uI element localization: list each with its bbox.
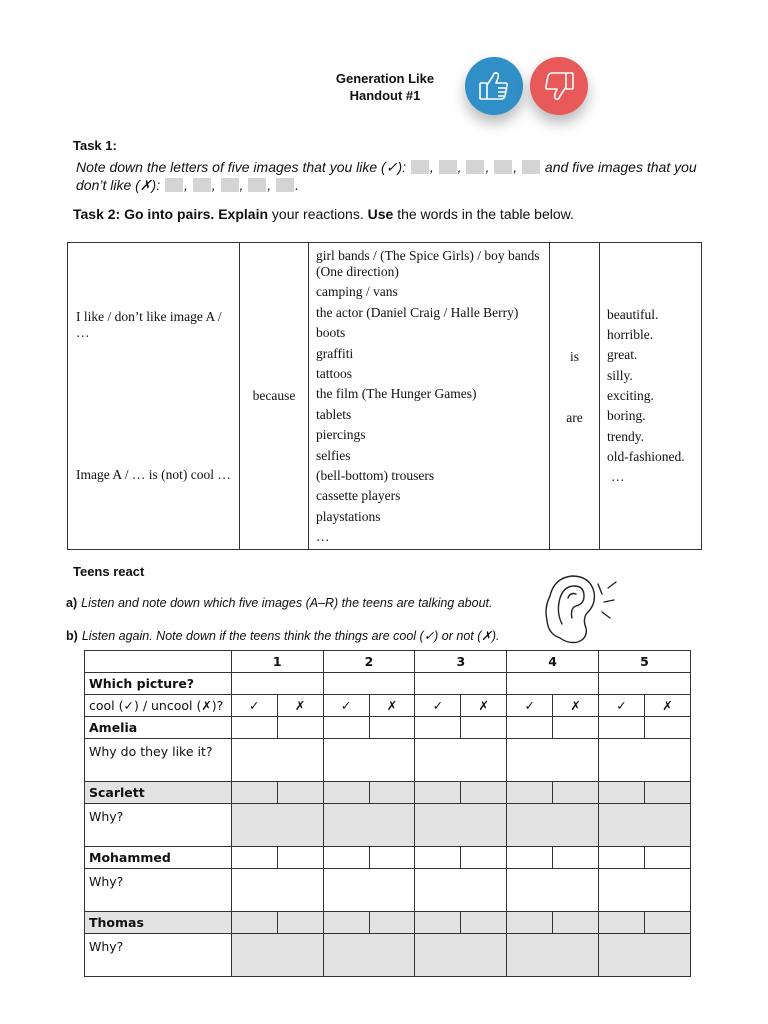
answer-cell[interactable] (507, 912, 553, 934)
question-b: b) Listen again. Note down if the teens think the things are cool (✓) or not (✗). (66, 629, 500, 643)
teens-react-heading: Teens react (73, 564, 145, 579)
answer-cell[interactable] (599, 804, 691, 847)
column-number: 3 (415, 651, 507, 673)
adjective-item: great. (607, 347, 638, 363)
sentence-builder-table (67, 242, 702, 550)
answer-cell[interactable] (231, 673, 323, 695)
like-blank-1[interactable] (411, 160, 429, 174)
answer-cell[interactable] (323, 869, 415, 912)
dislike-blank-4[interactable] (248, 178, 266, 192)
like-blank-3[interactable] (466, 160, 484, 174)
like-blank-5[interactable] (522, 160, 540, 174)
answer-cell[interactable] (599, 739, 691, 782)
adjective-item: … (611, 469, 625, 485)
cross-mark: ✗ (277, 695, 323, 717)
answer-cell[interactable] (231, 847, 277, 869)
adjective-item: horrible. (607, 327, 654, 343)
answer-cell[interactable] (415, 869, 507, 912)
answer-cell[interactable] (323, 912, 369, 934)
dislike-blank-1[interactable] (165, 178, 183, 192)
thumbs-up-badge (465, 57, 523, 115)
topic-item: playstations (316, 508, 381, 524)
subject-like: I like / don’t like image A / … (76, 309, 222, 340)
answer-cell[interactable] (323, 804, 415, 847)
answer-cell[interactable] (461, 717, 507, 739)
answer-cell[interactable] (599, 717, 645, 739)
task2-label: Task 2: Go into pairs. (73, 206, 215, 222)
topic-item: boots (316, 325, 346, 341)
cross-mark: ✗ (369, 695, 415, 717)
answer-cell[interactable] (231, 739, 323, 782)
adjective-item: old-fashioned. (607, 448, 685, 464)
answer-cell[interactable] (553, 912, 599, 934)
verb-are: are (566, 410, 583, 425)
cross-mark: ✗ (461, 695, 507, 717)
adjective-item: exciting. (607, 388, 654, 404)
grid-corner (85, 651, 232, 673)
topic-item: (bell-bottom) trousers (316, 467, 435, 483)
column-number: 2 (323, 651, 415, 673)
topic-item: camping / vans (316, 284, 398, 300)
answer-cell[interactable] (415, 739, 507, 782)
row-label-why: Why? (85, 869, 232, 912)
task2-explain: Explain (218, 206, 269, 222)
answer-cell[interactable] (507, 782, 553, 804)
question-a: a) Listen and note down which five images (A–R) the teens are talking about. (66, 596, 493, 610)
like-blank-4[interactable] (494, 160, 512, 174)
check-mark: ✓ (599, 695, 645, 717)
subject-cell (68, 243, 240, 550)
answer-cell[interactable] (553, 847, 599, 869)
subject-cool: Image A / … is (not) cool … (76, 467, 231, 482)
row-label-cool-uncool: cool (✓) / uncool (✗)? (85, 695, 232, 717)
like-blank-2[interactable] (439, 160, 457, 174)
answer-cell[interactable] (277, 782, 323, 804)
answer-cell[interactable] (231, 717, 277, 739)
answer-cell[interactable] (231, 869, 323, 912)
row-label-amelia: Amelia (85, 717, 232, 739)
answer-cell[interactable] (323, 717, 369, 739)
answer-cell[interactable] (507, 934, 599, 977)
answer-cell[interactable] (644, 782, 690, 804)
answer-cell[interactable] (231, 782, 277, 804)
cross-mark: ✗ (553, 695, 599, 717)
answer-cell[interactable] (231, 934, 323, 977)
dislike-blank-2[interactable] (193, 178, 211, 192)
topic-item: graffiti (316, 345, 354, 361)
adjective-item: beautiful. (607, 306, 659, 322)
answer-cell[interactable] (507, 717, 553, 739)
thumbs-down-badge (530, 57, 588, 115)
answer-cell[interactable] (507, 847, 553, 869)
topic-item: the film (The Hunger Games) (316, 386, 477, 402)
answer-cell[interactable] (323, 847, 369, 869)
answer-cell[interactable] (644, 847, 690, 869)
answer-cell[interactable] (231, 912, 277, 934)
topic-item: tattoos (316, 365, 352, 381)
adjective-item: boring. (607, 408, 646, 424)
answer-cell[interactable] (415, 717, 461, 739)
topic-item: tablets (316, 406, 352, 422)
column-number: 1 (231, 651, 323, 673)
adjective-cell (600, 243, 702, 550)
answer-cell[interactable] (461, 912, 507, 934)
check-mark: ✓ (507, 695, 553, 717)
answer-cell[interactable] (507, 869, 599, 912)
row-label-mohammed: Mohammed (85, 847, 232, 869)
title-line-2: Handout #1 (349, 88, 421, 103)
answer-cell[interactable] (599, 782, 645, 804)
topic-item: piercings (316, 427, 366, 443)
answer-cell[interactable] (415, 847, 461, 869)
answer-cell[interactable] (369, 847, 415, 869)
answer-cell[interactable] (644, 912, 690, 934)
column-number: 4 (507, 651, 599, 673)
column-number: 5 (599, 651, 691, 673)
answer-cell[interactable] (369, 717, 415, 739)
answer-cell[interactable] (553, 717, 599, 739)
answer-cell[interactable] (323, 673, 415, 695)
answer-cell[interactable] (415, 782, 461, 804)
row-label-which-picture: Which picture? (85, 673, 232, 695)
answer-cell[interactable] (415, 804, 507, 847)
listening-ear-icon (538, 568, 628, 648)
adjective-item: trendy. (607, 428, 644, 444)
topic-list-cell (309, 243, 550, 550)
task1-text-a: Note down the letters of five images that you like (✓): (76, 159, 406, 175)
verb-is: is (569, 349, 579, 364)
cross-mark: ✗ (644, 695, 690, 717)
answer-cell[interactable] (599, 673, 691, 695)
row-label-thomas: Thomas (85, 912, 232, 934)
answer-cell[interactable] (231, 804, 323, 847)
handout-title (300, 70, 470, 104)
answer-cell[interactable] (599, 934, 691, 977)
answer-cell[interactable] (461, 847, 507, 869)
answer-cell[interactable] (507, 739, 599, 782)
answer-cell[interactable] (277, 847, 323, 869)
adjective-item: silly. (607, 367, 633, 383)
task1-text-b: and five images that you don’t like (✗): (76, 159, 697, 193)
row-label-why: Why? (85, 934, 232, 977)
verb-cell (550, 243, 600, 550)
task2-use: Use (367, 206, 394, 222)
task1-instructions: Note down the letters of five images that you like (✓): , , , , and five images that you don’t like (✗): , , , , . (76, 159, 697, 193)
answer-cell[interactable] (277, 912, 323, 934)
thumbs-up-icon (476, 68, 512, 104)
answer-cell[interactable] (277, 717, 323, 739)
task1-label: Task 1: (73, 138, 117, 153)
row-label-why-like: Why do they like it? (85, 739, 232, 782)
answer-cell[interactable] (644, 717, 690, 739)
check-mark: ✓ (415, 695, 461, 717)
answer-cell[interactable] (369, 912, 415, 934)
topic-item: selfies (316, 447, 351, 463)
answer-cell[interactable] (507, 804, 599, 847)
topic-item: girl bands / (The Spice Girls) / boy bands (One direction) (316, 248, 540, 279)
answer-cell[interactable] (599, 869, 691, 912)
task2-instructions: Task 2: Go into pairs. Explain your reactions. Use the words in the table below. (73, 206, 574, 222)
topic-item: cassette players (316, 488, 401, 504)
thumbs-down-icon (541, 68, 577, 104)
topic-item: the actor (Daniel Craig / Halle Berry) (316, 304, 519, 320)
answer-cell[interactable] (461, 782, 507, 804)
listening-grid (84, 650, 691, 977)
dislike-blank-3[interactable] (221, 178, 239, 192)
answer-cell[interactable] (323, 782, 369, 804)
answer-cell[interactable] (599, 847, 645, 869)
title-line-1: Generation Like (335, 71, 435, 86)
answer-cell[interactable] (369, 782, 415, 804)
answer-cell[interactable] (415, 934, 507, 977)
check-mark: ✓ (231, 695, 277, 717)
topic-item: … (316, 529, 330, 545)
check-mark: ✓ (323, 695, 369, 717)
answer-cell[interactable] (415, 912, 461, 934)
answer-cell[interactable] (599, 912, 645, 934)
answer-cell[interactable] (323, 739, 415, 782)
because-cell: because (240, 243, 309, 550)
answer-cell[interactable] (507, 673, 599, 695)
row-label-why: Why? (85, 804, 232, 847)
answer-cell[interactable] (553, 782, 599, 804)
row-label-scarlett: Scarlett (85, 782, 232, 804)
answer-cell[interactable] (323, 934, 415, 977)
dislike-blank-5[interactable] (276, 178, 294, 192)
answer-cell[interactable] (415, 673, 507, 695)
